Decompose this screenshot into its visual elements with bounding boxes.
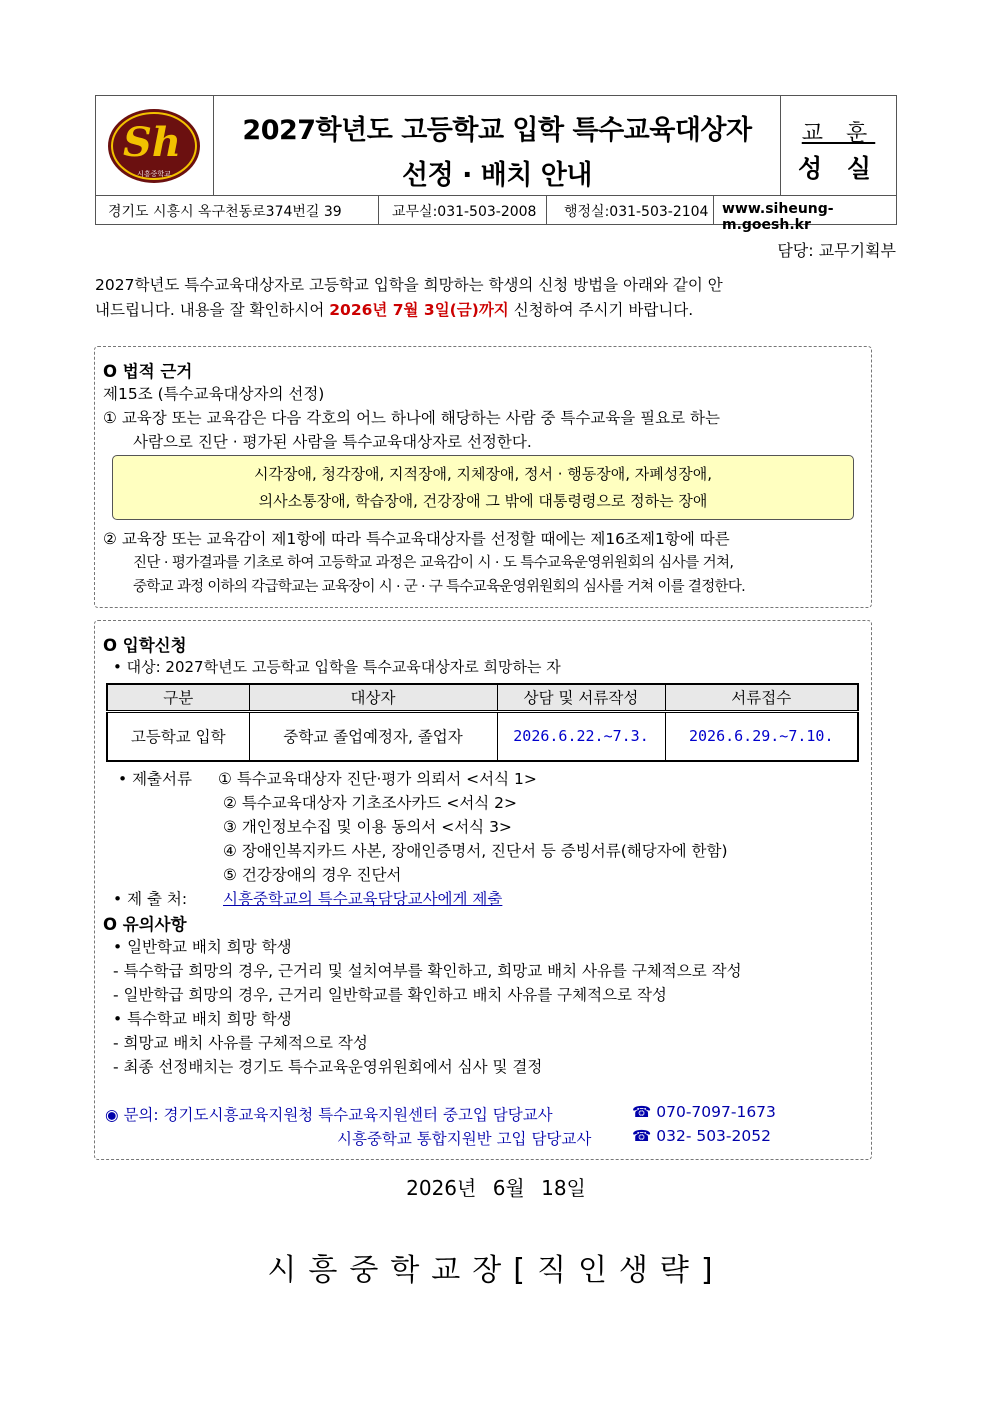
motto-value: 성 실 bbox=[797, 154, 879, 183]
notes-heading: O 유의사항 bbox=[103, 915, 187, 934]
submit-label: • 제 출 처: bbox=[113, 890, 188, 908]
cell-category: 고등학교 입학 bbox=[107, 711, 249, 761]
school-address: 경기도 시흥시 옥구천동로374번길 39 bbox=[108, 204, 342, 220]
disabilities-box bbox=[112, 455, 854, 520]
intro-paragraph bbox=[95, 273, 897, 323]
doc-item: ② 특수교육대상자 기초조사카드 <서식 2> bbox=[223, 794, 518, 812]
document-header bbox=[95, 95, 897, 233]
legal-article: 제15조 (특수교육대상자의 선정) bbox=[103, 385, 325, 403]
docs-label: • 제출서류 bbox=[118, 770, 192, 788]
legal-p1-line1: ① 교육장 또는 교육감은 다음 각호의 어느 하나에 해당하는 사람 중 특수교육을 필요로 하는 bbox=[103, 409, 720, 427]
document-title-line1: 2027학년도 고등학교 입학 특수교육대상자 bbox=[242, 115, 752, 146]
motto-label: 교 훈 bbox=[801, 121, 876, 146]
document-title-line2: 선정 · 배치 안내 bbox=[402, 160, 592, 191]
cell-receipt-period: 2026.6.29.~7.10. bbox=[665, 711, 858, 761]
legal-p1-line2: 사람으로 진단 · 평가된 사람을 특수교육대상자로 선정한다. bbox=[133, 433, 532, 451]
col-header-receipt: 서류접수 bbox=[665, 684, 858, 711]
intro-line2: 내드립니다. 내용을 잘 확인하시어 2026년 7월 3일(금)까지 신청하여 주시기 바랍니다. bbox=[95, 301, 694, 319]
application-heading: O 입학신청 bbox=[103, 636, 187, 655]
table-row bbox=[107, 711, 858, 761]
document-date: 2026년 6월 18일 bbox=[406, 1176, 586, 1200]
doc-item: ① 특수교육대상자 진단·평가 의뢰서 <서식 1> bbox=[218, 770, 537, 788]
header-top-row bbox=[96, 96, 896, 196]
doc-item: ③ 개인정보수집 및 이용 동의서 <서식 3> bbox=[223, 818, 512, 836]
cell-target: 중학교 졸업예정자, 졸업자 bbox=[249, 711, 497, 761]
deadline: 2026년 7월 3일(금)까지 bbox=[329, 301, 509, 319]
note-item: • 특수학교 배치 희망 학생 bbox=[113, 1010, 292, 1028]
disabilities-line2: 의사소통장애, 학습장애, 건강장애 그 밖에 대통령령으로 정하는 장애 bbox=[258, 492, 708, 510]
legal-heading: O 법적 근거 bbox=[103, 362, 193, 381]
admin-phone: 행정실:031-503-2104 bbox=[564, 204, 709, 220]
department-label: 담당: 교무기획부 bbox=[777, 241, 896, 260]
logo-cell bbox=[96, 96, 214, 196]
col-header-consult: 상담 및 서류작성 bbox=[497, 684, 665, 711]
disabilities-line1: 시각장애, 청각장애, 지적장애, 지체장애, 정서 · 행동장애, 자폐성장애, bbox=[254, 465, 712, 483]
application-target: • 대상: 2027학년도 고등학교 입학을 특수교육대상자로 희망하는 자 bbox=[113, 658, 561, 676]
note-item: - 희망교 배치 사유를 구체적으로 작성 bbox=[113, 1034, 368, 1052]
col-header-target: 대상자 bbox=[249, 684, 497, 711]
contact-phone2: ☎ 032- 503-2052 bbox=[632, 1127, 771, 1145]
note-item: - 일반학급 희망의 경우, 근거리 일반학교를 확인하고 배치 사유를 구체적으로 작성 bbox=[113, 986, 667, 1004]
logo-text: Sh bbox=[123, 119, 181, 166]
school-website-link[interactable]: www.siheung-m.goesh.kr bbox=[722, 201, 834, 233]
contact-line2: 시흥중학교 통합지원반 고입 담당교사 bbox=[337, 1130, 592, 1148]
legal-p2-line3: 중학교 과정 이하의 각급학교는 교육장이 시 · 군 · 구 특수교육운영위원회의 심사를 거쳐 이를 결정한다. bbox=[133, 579, 746, 595]
col-header-category: 구분 bbox=[107, 684, 249, 711]
header-contact-row bbox=[96, 196, 896, 233]
submit-to: 시흥중학교의 특수교육담당교사에게 제출 bbox=[223, 890, 503, 908]
note-item: • 일반학교 배치 희망 학생 bbox=[113, 938, 292, 956]
school-logo-icon bbox=[106, 106, 202, 186]
principal-signature: 시흥중학교장[직인생략] bbox=[267, 1253, 725, 1288]
legal-p2-line1: ② 교육장 또는 교육감이 제1항에 따라 특수교육대상자를 선정할 때에는 제16조제1항에 따른 bbox=[103, 530, 730, 548]
cell-consult-period: 2026.6.22.~7.3. bbox=[497, 711, 665, 761]
schedule-table bbox=[106, 683, 859, 762]
note-item: - 특수학급 희망의 경우, 근거리 및 설치여부를 확인하고, 희망교 배치 사유를 구체적으로 작성 bbox=[113, 962, 742, 980]
note-item: - 최종 선정배치는 경기도 특수교육운영위원회에서 심사 및 결정 bbox=[113, 1058, 543, 1076]
office-phone: 교무실:031-503-2008 bbox=[392, 204, 537, 220]
title-cell bbox=[214, 96, 781, 196]
intro-line1: 2027학년도 특수교육대상자로 고등학교 입학을 희망하는 학생의 신청 방법을 아래와 같이 안 bbox=[95, 276, 723, 294]
doc-item: ④ 장애인복지카드 사본, 장애인증명서, 진단서 등 증빙서류(해당자에 한함) bbox=[223, 842, 728, 860]
contact-line1: ◉ 문의: 경기도시흥교육지원청 특수교육지원센터 중고입 담당교사 bbox=[105, 1106, 553, 1124]
motto-cell bbox=[781, 96, 896, 196]
contact-phone1: ☎ 070-7097-1673 bbox=[632, 1103, 776, 1121]
logo-subtext: 시흥중학교 bbox=[137, 170, 171, 178]
legal-p2-line2: 진단 · 평가결과를 기초로 하여 고등학교 과정은 교육감이 시 · 도 특수교육운영위원회의 심사를 거쳐, bbox=[133, 555, 734, 571]
doc-item: ⑤ 건강장애의 경우 진단서 bbox=[223, 866, 402, 884]
